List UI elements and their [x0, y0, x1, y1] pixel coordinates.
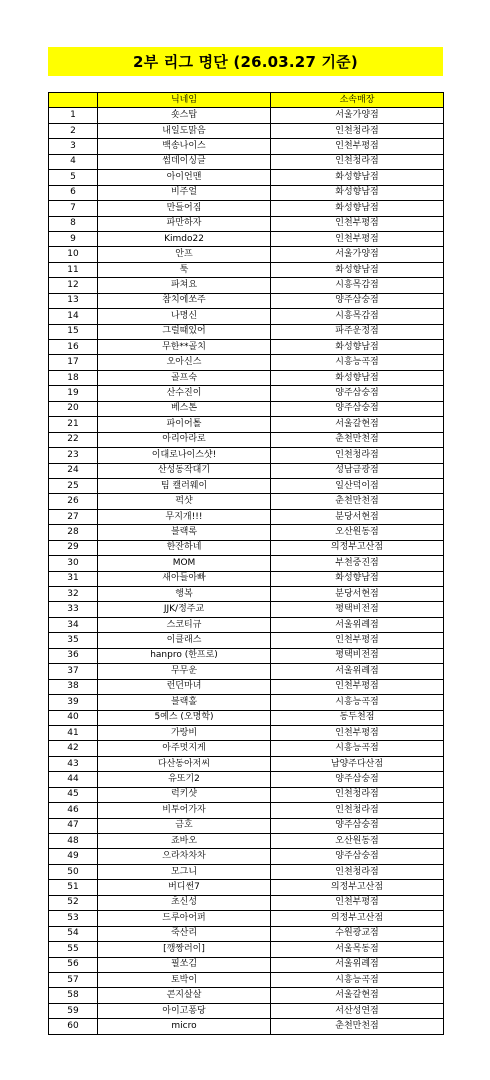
- cell-store: 양주삼숭점: [271, 818, 444, 833]
- cell-nickname: 필쏘김: [98, 957, 271, 972]
- table-row: [49, 324, 444, 339]
- cell-index: 58: [49, 988, 98, 1003]
- table-row: [49, 509, 444, 524]
- table-row: [49, 972, 444, 987]
- table-row: [49, 664, 444, 679]
- cell-nickname: 무무운: [98, 664, 271, 679]
- cell-index: 34: [49, 617, 98, 632]
- table-row: [49, 231, 444, 246]
- cell-nickname: 버디썬7: [98, 880, 271, 895]
- cell-nickname: 이클래스: [98, 633, 271, 648]
- cell-index: 3: [49, 139, 98, 154]
- cell-nickname: 파만하자: [98, 216, 271, 231]
- cell-index: 54: [49, 926, 98, 941]
- cell-store: 양주삼숭점: [271, 401, 444, 416]
- cell-index: 28: [49, 525, 98, 540]
- table-row: [49, 849, 444, 864]
- cell-store: 서울가양점: [271, 247, 444, 262]
- cell-nickname: 무지개!!!: [98, 509, 271, 524]
- table-row: [49, 139, 444, 154]
- cell-nickname: 썸데이싱글: [98, 154, 271, 169]
- table-row: [49, 679, 444, 694]
- cell-index: 56: [49, 957, 98, 972]
- cell-store: 의정부고산점: [271, 911, 444, 926]
- title-banner: [48, 47, 443, 76]
- cell-index: 7: [49, 201, 98, 216]
- cell-index: 4: [49, 154, 98, 169]
- cell-nickname: 산수진이: [98, 386, 271, 401]
- cell-index: 36: [49, 648, 98, 663]
- table-row: [49, 926, 444, 941]
- table-row: [49, 432, 444, 447]
- cell-index: 35: [49, 633, 98, 648]
- table-row: [49, 725, 444, 740]
- cell-nickname: 산성동작대기: [98, 463, 271, 478]
- cell-store: 화성향남점: [271, 370, 444, 385]
- cell-nickname: 죽산리: [98, 926, 271, 941]
- cell-nickname: 아이언맨: [98, 170, 271, 185]
- cell-nickname: 파이어톨: [98, 417, 271, 432]
- table-row: [49, 262, 444, 277]
- cell-store: 인천부평점: [271, 633, 444, 648]
- cell-store: 파주운정점: [271, 324, 444, 339]
- cell-nickname: 유또기2: [98, 772, 271, 787]
- cell-store: 춘천만천점: [271, 432, 444, 447]
- cell-store: 화성향남점: [271, 340, 444, 355]
- cell-index: 8: [49, 216, 98, 231]
- cell-store: 양주삼숭점: [271, 772, 444, 787]
- cell-index: 55: [49, 942, 98, 957]
- table-body: [49, 108, 444, 1034]
- table-row: [49, 293, 444, 308]
- cell-index: 53: [49, 911, 98, 926]
- cell-nickname: 아이고퐁당: [98, 1003, 271, 1018]
- table-row: [49, 911, 444, 926]
- table-row: [49, 278, 444, 293]
- cell-store: 부천중진점: [271, 556, 444, 571]
- cell-nickname: 새아들아빠: [98, 571, 271, 586]
- cell-store: 인천부평점: [271, 139, 444, 154]
- cell-index: 46: [49, 803, 98, 818]
- cell-nickname: 한잔하네: [98, 540, 271, 555]
- cell-store: 성남금광점: [271, 463, 444, 478]
- cell-store: 서울목동점: [271, 942, 444, 957]
- cell-store: 서울위례점: [271, 664, 444, 679]
- cell-store: 시흥능곡점: [271, 695, 444, 710]
- cell-store: 인천청라점: [271, 787, 444, 802]
- table-row: [49, 494, 444, 509]
- table-row: [49, 818, 444, 833]
- page-title: 2부 리그 명단 (26.03.27 기준): [133, 53, 358, 71]
- cell-index: 25: [49, 478, 98, 493]
- header-index: [49, 93, 98, 108]
- cell-nickname: 아주멋지게: [98, 741, 271, 756]
- cell-nickname: hanpro (한프로): [98, 648, 271, 663]
- table-row: [49, 185, 444, 200]
- cell-nickname: micro: [98, 1019, 271, 1034]
- cell-index: 60: [49, 1019, 98, 1034]
- cell-nickname: 런던마녀: [98, 679, 271, 694]
- cell-index: 52: [49, 895, 98, 910]
- cell-nickname: 토박이: [98, 972, 271, 987]
- cell-nickname: 팀 캘러웨이: [98, 478, 271, 493]
- cell-index: 42: [49, 741, 98, 756]
- cell-store: 화성향남점: [271, 185, 444, 200]
- cell-store: 화성향남점: [271, 571, 444, 586]
- cell-index: 14: [49, 309, 98, 324]
- cell-nickname: [깽짱러이]: [98, 942, 271, 957]
- table-row: [49, 170, 444, 185]
- cell-store: 인천부평점: [271, 231, 444, 246]
- cell-store: 인천청라점: [271, 803, 444, 818]
- table-header-row: [49, 93, 444, 108]
- cell-store: 서울가양점: [271, 108, 444, 123]
- table-row: [49, 463, 444, 478]
- cell-nickname: 아리아라로: [98, 432, 271, 447]
- table-row: [49, 571, 444, 586]
- cell-store: 의정부고산점: [271, 880, 444, 895]
- table-row: [49, 386, 444, 401]
- cell-store: 오산원동점: [271, 525, 444, 540]
- table-row: [49, 540, 444, 555]
- cell-store: 인천청라점: [271, 154, 444, 169]
- cell-nickname: 블랙홀: [98, 695, 271, 710]
- table-row: [49, 617, 444, 632]
- cell-nickname: 으라차차차: [98, 849, 271, 864]
- table-row: [49, 756, 444, 771]
- cell-index: 10: [49, 247, 98, 262]
- cell-index: 11: [49, 262, 98, 277]
- cell-index: 13: [49, 293, 98, 308]
- table-row: [49, 648, 444, 663]
- cell-nickname: 참치에쏘주: [98, 293, 271, 308]
- cell-store: 평택비전점: [271, 648, 444, 663]
- cell-index: 59: [49, 1003, 98, 1018]
- cell-nickname: 비주얼: [98, 185, 271, 200]
- table-row: [49, 602, 444, 617]
- cell-store: 서울갈현점: [271, 988, 444, 1003]
- cell-store: 화성향남점: [271, 170, 444, 185]
- table-row: [49, 772, 444, 787]
- table-row: [49, 216, 444, 231]
- cell-nickname: JJK/정주교: [98, 602, 271, 617]
- cell-index: 33: [49, 602, 98, 617]
- cell-store: 의정부고산점: [271, 540, 444, 555]
- cell-index: 2: [49, 123, 98, 138]
- cell-index: 37: [49, 664, 98, 679]
- header-store: 소속매장: [271, 93, 444, 108]
- cell-nickname: 가랑비: [98, 725, 271, 740]
- cell-nickname: 비투어가자: [98, 803, 271, 818]
- cell-nickname: 금호: [98, 818, 271, 833]
- table-row: [49, 417, 444, 432]
- cell-store: 양주삼숭점: [271, 293, 444, 308]
- cell-index: 6: [49, 185, 98, 200]
- table-row: [49, 201, 444, 216]
- cell-nickname: 콘지살살: [98, 988, 271, 1003]
- cell-index: 39: [49, 695, 98, 710]
- table-row: [49, 1003, 444, 1018]
- table-row: [49, 864, 444, 879]
- cell-index: 21: [49, 417, 98, 432]
- cell-index: 24: [49, 463, 98, 478]
- table-row: [49, 340, 444, 355]
- cell-index: 12: [49, 278, 98, 293]
- cell-store: 서울위례점: [271, 617, 444, 632]
- cell-store: 양주삼숭점: [271, 849, 444, 864]
- cell-nickname: MOM: [98, 556, 271, 571]
- table-row: [49, 633, 444, 648]
- table-row: [49, 355, 444, 370]
- cell-store: 남양주다산점: [271, 756, 444, 771]
- cell-store: 일산덕이점: [271, 478, 444, 493]
- cell-index: 41: [49, 725, 98, 740]
- table-row: [49, 309, 444, 324]
- table-row: [49, 957, 444, 972]
- cell-index: 30: [49, 556, 98, 571]
- cell-store: 동두천점: [271, 710, 444, 725]
- table-row: [49, 1019, 444, 1034]
- table-row: [49, 478, 444, 493]
- cell-index: 45: [49, 787, 98, 802]
- table-row: [49, 525, 444, 540]
- cell-nickname: 숏스탑: [98, 108, 271, 123]
- cell-index: 5: [49, 170, 98, 185]
- table-row: [49, 741, 444, 756]
- table-row: [49, 834, 444, 849]
- cell-index: 40: [49, 710, 98, 725]
- cell-index: 49: [49, 849, 98, 864]
- cell-store: 오산원동점: [271, 834, 444, 849]
- cell-index: 31: [49, 571, 98, 586]
- cell-store: 춘천만천점: [271, 494, 444, 509]
- table-row: [49, 942, 444, 957]
- cell-store: 시흥능곡점: [271, 355, 444, 370]
- cell-store: 시흥능곡점: [271, 972, 444, 987]
- cell-store: 춘천만천점: [271, 1019, 444, 1034]
- cell-store: 분당서현점: [271, 509, 444, 524]
- cell-nickname: 나명신: [98, 309, 271, 324]
- cell-index: 19: [49, 386, 98, 401]
- cell-nickname: 그럴때있어: [98, 324, 271, 339]
- table-row: [49, 154, 444, 169]
- table-row: [49, 895, 444, 910]
- cell-nickname: 죠바오: [98, 834, 271, 849]
- table-row: [49, 123, 444, 138]
- table-row: [49, 108, 444, 123]
- cell-nickname: 베스톤: [98, 401, 271, 416]
- cell-index: 57: [49, 972, 98, 987]
- cell-nickname: 초신성: [98, 895, 271, 910]
- cell-index: 51: [49, 880, 98, 895]
- cell-store: 화성향남점: [271, 262, 444, 277]
- cell-store: 수원광교점: [271, 926, 444, 941]
- cell-index: 48: [49, 834, 98, 849]
- cell-index: 9: [49, 231, 98, 246]
- roster-table: [48, 92, 444, 1035]
- cell-store: 서울위례점: [271, 957, 444, 972]
- cell-nickname: 골프숙: [98, 370, 271, 385]
- cell-index: 22: [49, 432, 98, 447]
- cell-store: 시흥능곡점: [271, 741, 444, 756]
- cell-store: 양주삼숭점: [271, 386, 444, 401]
- cell-store: 인천청라점: [271, 448, 444, 463]
- table-row: [49, 247, 444, 262]
- cell-index: 17: [49, 355, 98, 370]
- cell-nickname: 오아신스: [98, 355, 271, 370]
- cell-nickname: 블랙록: [98, 525, 271, 540]
- cell-nickname: 모그니: [98, 864, 271, 879]
- table-row: [49, 370, 444, 385]
- cell-index: 50: [49, 864, 98, 879]
- table-row: [49, 695, 444, 710]
- cell-index: 26: [49, 494, 98, 509]
- cell-nickname: 안프: [98, 247, 271, 262]
- cell-index: 23: [49, 448, 98, 463]
- cell-index: 1: [49, 108, 98, 123]
- table-row: [49, 803, 444, 818]
- cell-index: 47: [49, 818, 98, 833]
- cell-nickname: 다산동아저씨: [98, 756, 271, 771]
- cell-nickname: 드루아어퍼: [98, 911, 271, 926]
- table-row: [49, 880, 444, 895]
- cell-index: 27: [49, 509, 98, 524]
- cell-nickname: 5예스 (오명학): [98, 710, 271, 725]
- cell-store: 서울갈현점: [271, 417, 444, 432]
- cell-nickname: 백송나이스: [98, 139, 271, 154]
- cell-nickname: 이대로나이스샷!: [98, 448, 271, 463]
- table-row: [49, 988, 444, 1003]
- cell-index: 43: [49, 756, 98, 771]
- cell-store: 인천부평점: [271, 679, 444, 694]
- cell-store: 인천부평점: [271, 216, 444, 231]
- cell-store: 인천부평점: [271, 725, 444, 740]
- cell-index: 29: [49, 540, 98, 555]
- cell-index: 44: [49, 772, 98, 787]
- table-row: [49, 787, 444, 802]
- cell-nickname: 스코티규: [98, 617, 271, 632]
- cell-nickname: 툭: [98, 262, 271, 277]
- header-nickname: 닉네임: [98, 93, 271, 108]
- table-row: [49, 710, 444, 725]
- cell-nickname: 퍽샷: [98, 494, 271, 509]
- cell-nickname: 내일도맑음: [98, 123, 271, 138]
- cell-store: 시흥목감점: [271, 309, 444, 324]
- cell-store: 인천청라점: [271, 123, 444, 138]
- cell-store: 시흥목감점: [271, 278, 444, 293]
- cell-nickname: 파쳐요: [98, 278, 271, 293]
- cell-index: 38: [49, 679, 98, 694]
- cell-index: 15: [49, 324, 98, 339]
- cell-store: 화성향남점: [271, 201, 444, 216]
- cell-nickname: 럭키샷: [98, 787, 271, 802]
- cell-index: 18: [49, 370, 98, 385]
- cell-nickname: 행복: [98, 587, 271, 602]
- cell-nickname: Kimdo22: [98, 231, 271, 246]
- cell-store: 서산성연점: [271, 1003, 444, 1018]
- table-row: [49, 556, 444, 571]
- cell-index: 20: [49, 401, 98, 416]
- cell-index: 32: [49, 587, 98, 602]
- cell-index: 16: [49, 340, 98, 355]
- cell-store: 분당서현점: [271, 587, 444, 602]
- table-row: [49, 401, 444, 416]
- table-row: [49, 587, 444, 602]
- cell-nickname: 만들어짐: [98, 201, 271, 216]
- cell-store: 인천부평점: [271, 895, 444, 910]
- table-row: [49, 448, 444, 463]
- cell-store: 인천청라점: [271, 864, 444, 879]
- cell-store: 평택비전점: [271, 602, 444, 617]
- cell-nickname: 무한**골치: [98, 340, 271, 355]
